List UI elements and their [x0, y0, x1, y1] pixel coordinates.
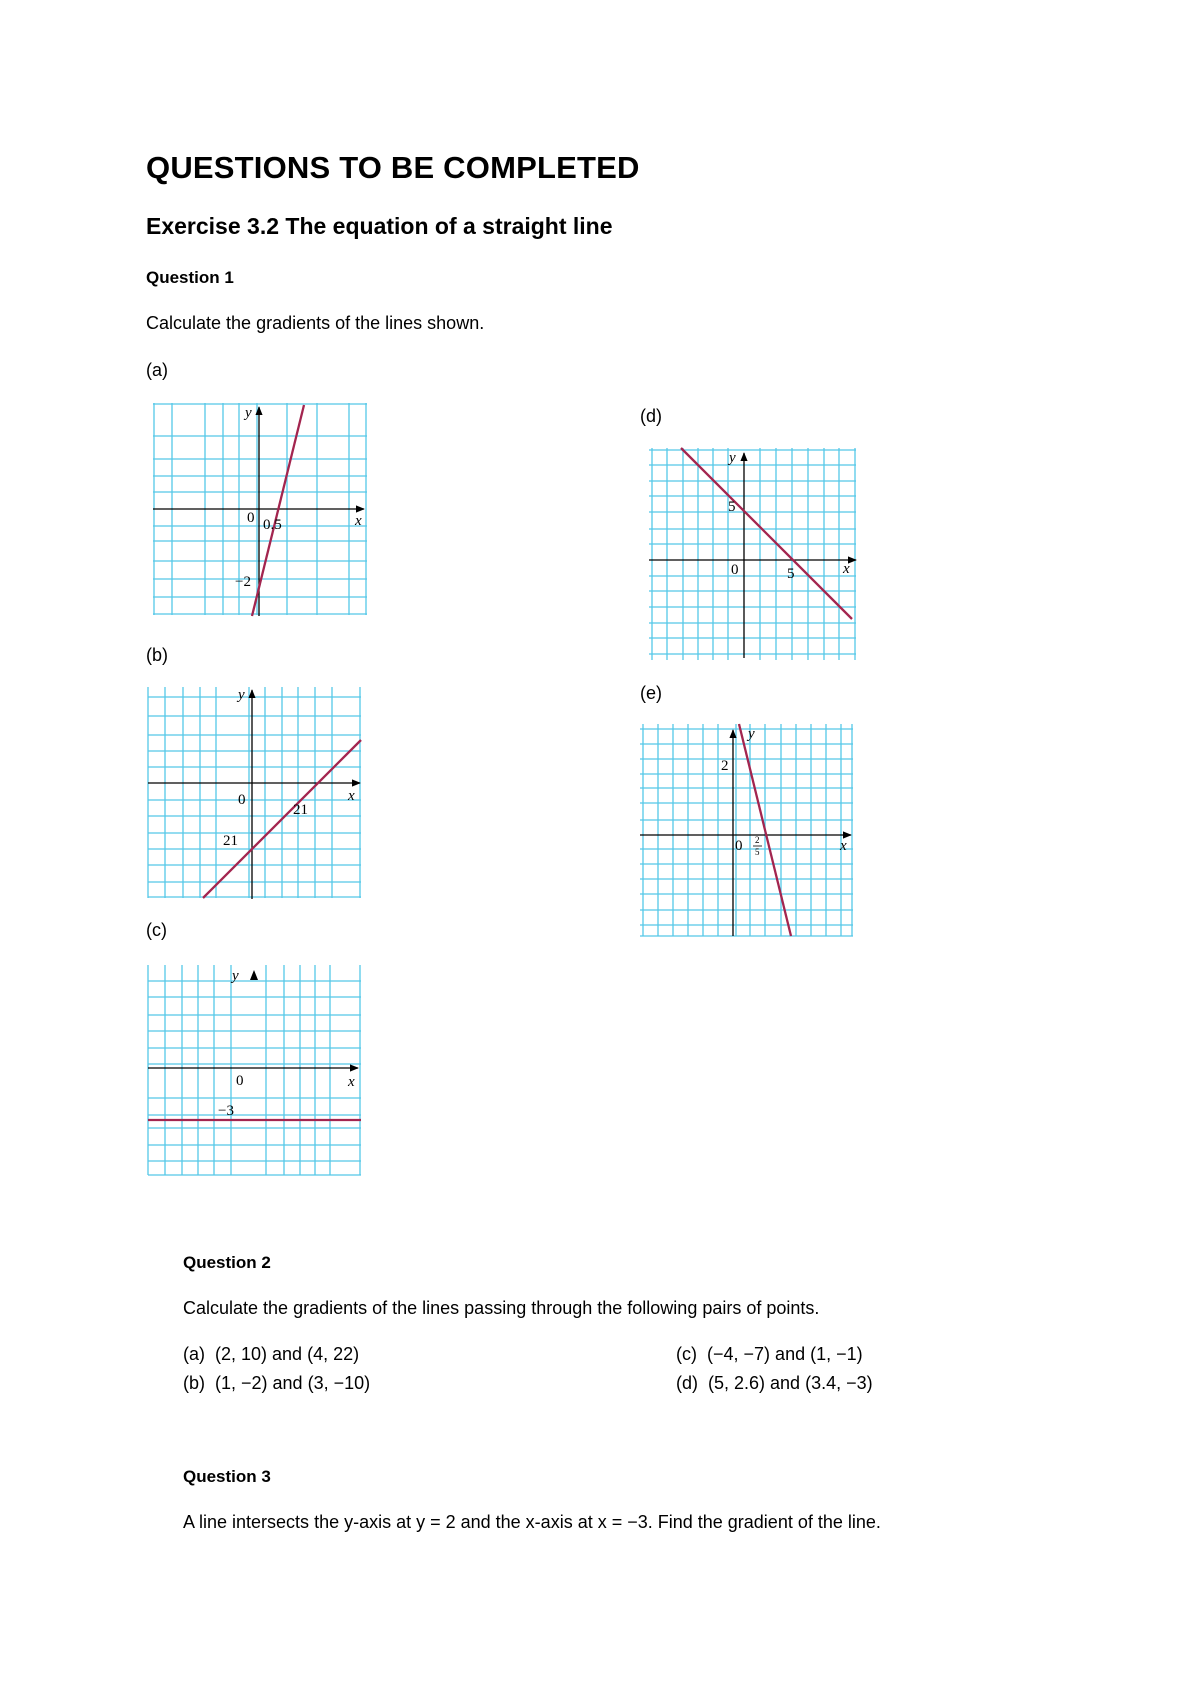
question-2-item-c: [676, 1344, 863, 1365]
x-axis-label: x: [843, 561, 850, 577]
question-2-prompt: Calculate the gradients of the lines passing through the following pairs of points.: [183, 1298, 820, 1318]
origin-label: 0: [247, 510, 255, 526]
graph-a: [153, 403, 368, 618]
graph-d-label: (d): [640, 406, 662, 426]
graph-e-label: (e): [640, 683, 662, 703]
y-axis-arrowhead: [250, 970, 258, 980]
question-2-item-a: [183, 1344, 359, 1365]
graph-a-label: (a): [146, 360, 168, 380]
question-1-prompt: Calculate the gradients of the lines shown.: [146, 313, 485, 333]
origin-label: 0: [731, 562, 739, 578]
item-label: (c): [676, 1344, 697, 1364]
question-2-item-d: [676, 1373, 873, 1394]
graph-b-label: (b): [146, 645, 168, 665]
graph-c-label: (c): [146, 920, 167, 940]
y-axis-label: y: [238, 687, 245, 703]
y-intercept-label: −2: [235, 574, 251, 590]
origin-label: 0: [238, 792, 246, 808]
exercise-title: Exercise 3.2 The equation of a straight line: [146, 213, 613, 239]
page-title: QUESTIONS TO BE COMPLETED: [146, 150, 640, 185]
x-intercept-label: 21: [293, 802, 308, 818]
plotted-line: [681, 448, 852, 619]
item-label: (d): [676, 1373, 698, 1393]
x-axis-label: x: [840, 838, 847, 854]
item-label: (b): [183, 1373, 205, 1393]
item-text: (5, 2.6) and (3.4, −3): [708, 1373, 873, 1393]
x-axis-label: x: [348, 788, 355, 804]
item-text: (1, −2) and (3, −10): [215, 1373, 371, 1393]
x-intercept-numerator: 2: [755, 835, 760, 845]
x-axis-label: x: [348, 1074, 355, 1090]
x-intercept-label: 5: [787, 566, 795, 582]
question-2-item-b: [183, 1373, 370, 1394]
y-axis-label: y: [748, 726, 755, 742]
y-axis-label: y: [729, 450, 736, 466]
y-intercept-label: 5: [728, 499, 736, 515]
item-text: (−4, −7) and (1, −1): [707, 1344, 863, 1364]
graph-d: [649, 448, 864, 663]
y-intercept-label: 2: [721, 758, 729, 774]
graph-e: [640, 724, 855, 939]
x-axis-label: x: [355, 513, 362, 529]
x-intercept-denominator: 5: [755, 847, 760, 857]
origin-label: 0: [735, 838, 743, 854]
y-intercept-label: −3: [218, 1103, 234, 1119]
graph-c: [148, 965, 363, 1180]
question-2-heading: Question 2: [183, 1253, 271, 1272]
question-3-heading: Question 3: [183, 1467, 271, 1486]
question-1-heading: Question 1: [146, 268, 234, 287]
question-3-text: A line intersects the y-axis at y = 2 and the x-axis at x = −3. Find the gradient of the line.: [183, 1512, 881, 1532]
item-text: (2, 10) and (4, 22): [215, 1344, 360, 1364]
x-intercept-label: 0.5: [263, 517, 282, 533]
y-axis-label: y: [232, 968, 239, 984]
y-axis-label: y: [245, 405, 252, 421]
item-label: (a): [183, 1344, 205, 1364]
graph-b: [148, 687, 363, 902]
origin-label: 0: [236, 1073, 244, 1089]
y-intercept-label: 21: [223, 833, 238, 849]
